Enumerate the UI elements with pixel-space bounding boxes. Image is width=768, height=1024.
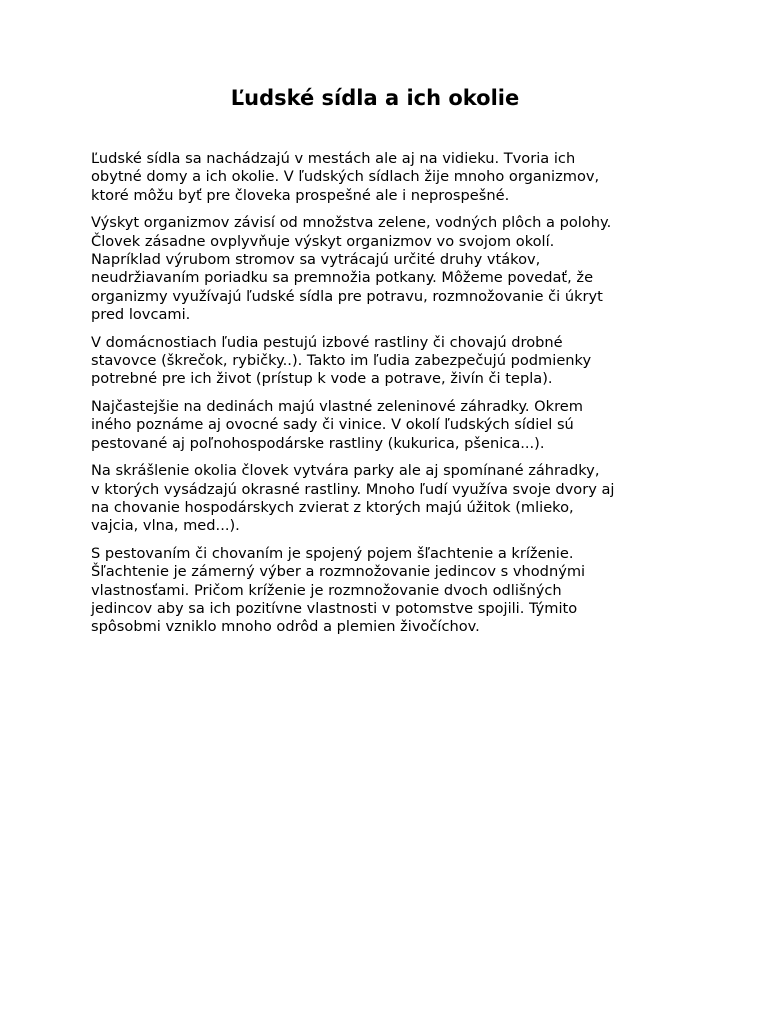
paragraph-occurrence: Výskyt organizmov závisí od množstva zelene, vodných plôch a polohy. Človek zásadne ovplyvňuje výskyt organizmov vo svojom okolí. Napríklad výrubom stromov sa vytrácajú určité druhy vtákov, neudržiavaním poriadku sa premnožia potkany. Môžeme povedať, že organizmy využívajú ľudské sídla pre potravu, rozmnožovanie či úkryt pred lovcami. bbox=[91, 214, 612, 324]
paragraph-intro: Ľudské sídla sa nachádzajú v mestách ale aj na vidieku. Tvoria ich obytné domy a ich okolie. V ľudských sídlach žije mnoho organizmov, ktoré môžu byť pre človeka prospešné ale i neprospešné. bbox=[91, 150, 600, 204]
paragraph-parks: Na skrášlenie okolia človek vytvára parky ale aj spomínané záhradky, v ktorých vysádzajú okrasné rastliny. Mnoho ľudí využíva svoje dvory aj na chovanie hospodárskych zvierat z ktorých majú úžitok (mlieko, vajcia, vlna, med...). bbox=[91, 462, 615, 535]
paragraph-households: V domácnostiach ľudia pestujú izbové rastliny či chovajú drobné stavovce (škrečok, rybičky..). Takto im ľudia zabezpečujú podmienky potrebné pre ich život (prístup k vode a potrave, živín či tepla). bbox=[91, 333, 592, 388]
paragraph-breeding: S pestovaním či chovaním je spojený pojem šľachtenie a kríženie. Šľachtenie je zámerný výber a rozmnožovanie jedincov s vhodnými vlastnosťami. Pričom kríženie je rozmnožovanie dvoch odlišných jedincov aby sa ich pozitívne vlastnosti v potomstve spojili. Týmito spôsobmi vzniklo mnoho odrôd a plemien živočíchov. bbox=[91, 544, 586, 636]
document-body bbox=[91, 150, 671, 646]
paragraph-villages: Najčastejšie na dedinách majú vlastné zeleninové záhradky. Okrem iného poznáme aj ovocné sady či vinice. V okolí ľudských sídiel sú pestované aj poľnohospodárske rastliny (kukurica, pšenica...). bbox=[91, 397, 583, 452]
document-title: Ľudské sídla a ich okolie bbox=[230, 86, 520, 110]
